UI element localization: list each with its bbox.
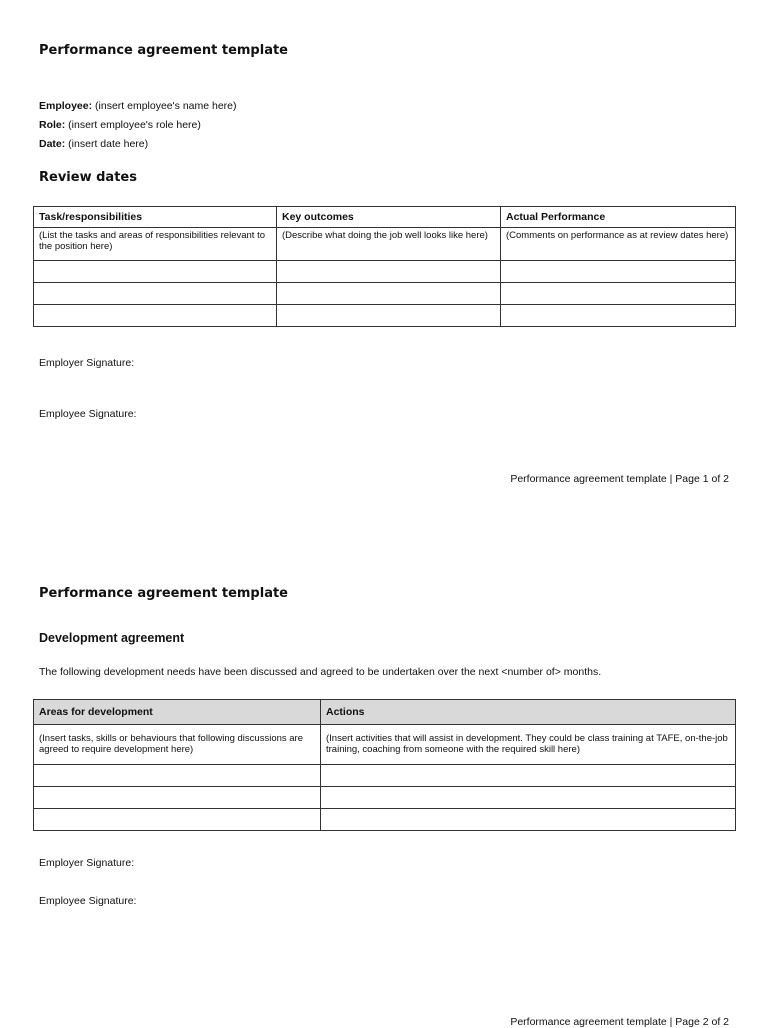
review-dates-heading: Review dates <box>39 170 137 185</box>
review-cell-performance[interactable]: (Comments on performance as at review dates here) <box>501 228 736 261</box>
dev-col-areas: Areas for development <box>34 700 321 725</box>
employee-field <box>39 100 237 112</box>
employee-label: Employee: <box>39 100 93 112</box>
employer-signature-label: Employer Signature: <box>39 857 135 869</box>
review-table-header-row <box>34 207 736 228</box>
employee-value: (insert employee's name here) <box>92 100 237 112</box>
role-value: (insert employee's role here) <box>65 119 201 131</box>
dev-empty-cell[interactable] <box>321 765 736 787</box>
page-1-footer: Performance agreement template | Page 1 of 2 <box>510 473 729 485</box>
review-empty-cell[interactable] <box>34 283 277 305</box>
review-col-task: Task/responsibilities <box>34 207 277 228</box>
review-col-outcomes: Key outcomes <box>277 207 501 228</box>
employee-signature-label: Employee Signature: <box>39 895 137 907</box>
review-table <box>33 206 736 327</box>
review-empty-cell[interactable] <box>277 283 501 305</box>
page-1-title: Performance agreement template <box>39 43 288 58</box>
role-field <box>39 119 201 131</box>
review-empty-cell[interactable] <box>34 261 277 283</box>
employer-signature-label: Employer Signature: <box>39 357 135 369</box>
table-row <box>34 228 736 261</box>
review-cell-task[interactable]: (List the tasks and areas of responsibilities relevant to the position here) <box>34 228 277 261</box>
review-cell-outcomes[interactable]: (Describe what doing the job well looks like here) <box>277 228 501 261</box>
review-empty-cell[interactable] <box>277 305 501 327</box>
page-2-title: Performance agreement template <box>39 586 288 601</box>
table-row <box>34 261 736 283</box>
review-empty-cell[interactable] <box>34 305 277 327</box>
development-table <box>33 699 736 831</box>
dev-cell-areas[interactable]: (Insert tasks, skills or behaviours that following discussions are agreed to require development here) <box>34 725 321 765</box>
dev-empty-cell[interactable] <box>34 787 321 809</box>
review-empty-cell[interactable] <box>501 305 736 327</box>
dev-empty-cell[interactable] <box>34 765 321 787</box>
review-empty-cell[interactable] <box>501 261 736 283</box>
table-row <box>34 725 736 765</box>
dev-empty-cell[interactable] <box>34 809 321 831</box>
dev-empty-cell[interactable] <box>321 809 736 831</box>
table-row <box>34 305 736 327</box>
dev-empty-cell[interactable] <box>321 787 736 809</box>
page-2-footer: Performance agreement template | Page 2 of 2 <box>510 1016 729 1028</box>
employee-signature-label: Employee Signature: <box>39 408 137 420</box>
role-label: Role: <box>39 119 66 131</box>
review-empty-cell[interactable] <box>277 261 501 283</box>
development-agreement-heading: Development agreement <box>39 631 185 645</box>
development-table-header-row <box>34 700 736 725</box>
date-label: Date: <box>39 138 66 150</box>
table-row <box>34 283 736 305</box>
date-value: (insert date here) <box>65 138 149 150</box>
review-empty-cell[interactable] <box>501 283 736 305</box>
review-col-performance: Actual Performance <box>501 207 736 228</box>
development-intro-text: The following development needs have been discussed and agreed to be undertaken over the next <number of> months. <box>39 666 602 678</box>
date-field <box>39 138 148 150</box>
table-row <box>34 809 736 831</box>
table-row <box>34 765 736 787</box>
dev-cell-actions[interactable]: (Insert activities that will assist in development. They could be class training at TAFE, on-the-job training, coaching from someone with the required skill here) <box>321 725 736 765</box>
dev-col-actions: Actions <box>321 700 736 725</box>
table-row <box>34 787 736 809</box>
